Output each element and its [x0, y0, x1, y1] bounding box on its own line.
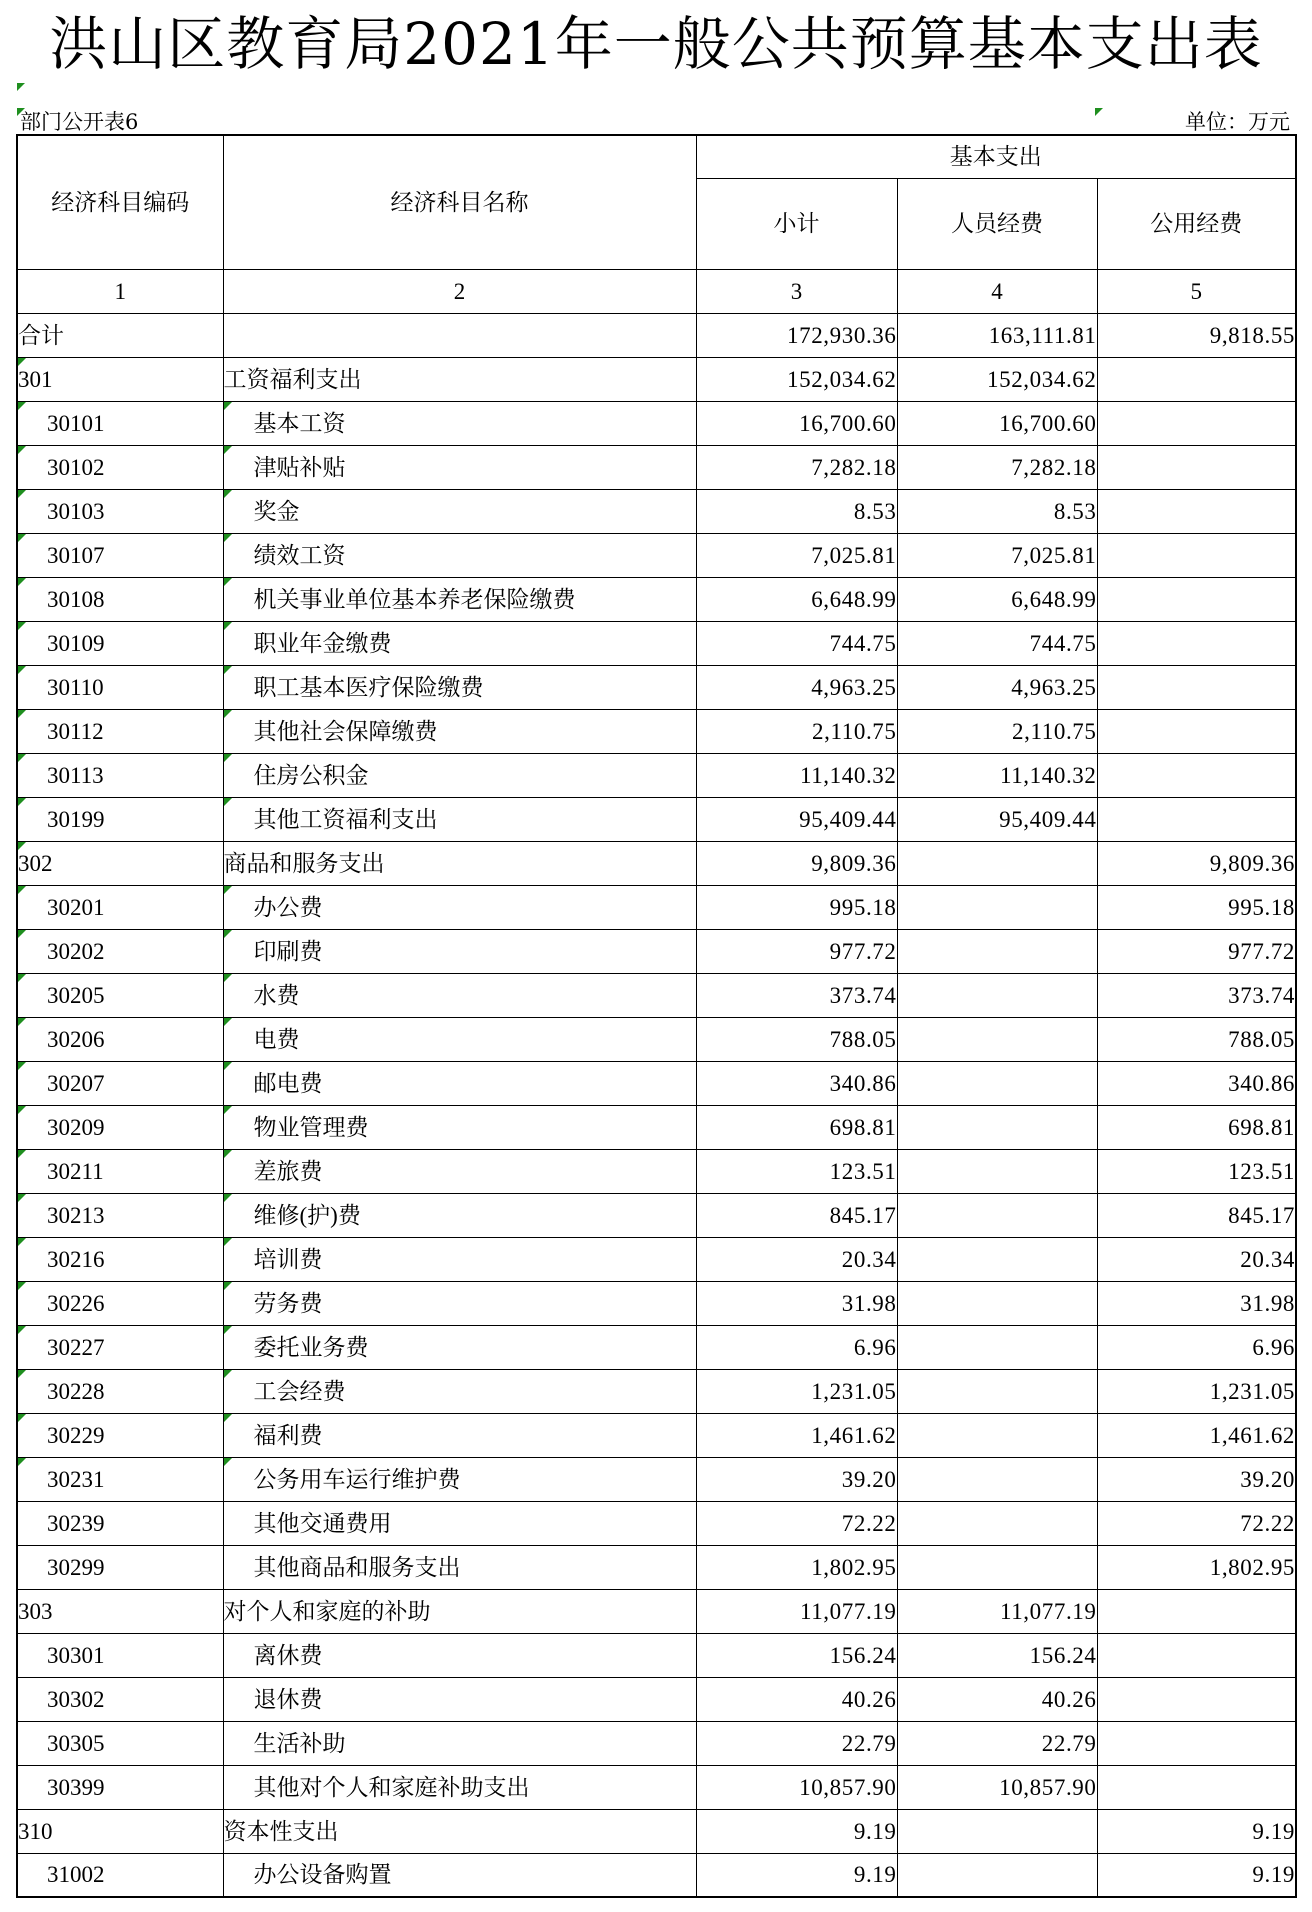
header-row — [17, 135, 1296, 178]
public-cell: 39.20 — [1097, 1457, 1296, 1501]
name-cell: 物业管理费 — [223, 1105, 696, 1149]
subtotal-cell: 995.18 — [696, 885, 897, 929]
personnel-cell: 744.75 — [897, 621, 1097, 665]
code-cell: 303 — [17, 1589, 223, 1633]
code-cell: 30199 — [17, 797, 223, 841]
personnel-cell: 95,409.44 — [897, 797, 1097, 841]
table-row — [17, 709, 1296, 753]
subtotal-cell: 156.24 — [696, 1633, 897, 1677]
subtotal-cell: 977.72 — [696, 929, 897, 973]
personnel-cell: 6,648.99 — [897, 577, 1097, 621]
subtotal-cell: 6,648.99 — [696, 577, 897, 621]
subtotal-cell: 845.17 — [696, 1193, 897, 1237]
code-cell: 30228 — [17, 1369, 223, 1413]
code-cell: 30202 — [17, 929, 223, 973]
name-cell: 其他社会保障缴费 — [223, 709, 696, 753]
subtotal-cell: 340.86 — [696, 1061, 897, 1105]
index-row — [17, 269, 1296, 313]
table-row — [17, 1149, 1296, 1193]
name-cell: 培训费 — [223, 1237, 696, 1281]
code-cell: 30207 — [17, 1061, 223, 1105]
personnel-cell — [897, 841, 1097, 885]
public-cell: 1,461.62 — [1097, 1413, 1296, 1457]
public-cell — [1097, 489, 1296, 533]
index-cell: 3 — [696, 269, 897, 313]
code-cell: 30112 — [17, 709, 223, 753]
code-cell: 30231 — [17, 1457, 223, 1501]
public-cell — [1097, 797, 1296, 841]
name-cell: 福利费 — [223, 1413, 696, 1457]
subtotal-cell: 16,700.60 — [696, 401, 897, 445]
table-row — [17, 1853, 1296, 1897]
subtotal-cell: 39.20 — [696, 1457, 897, 1501]
personnel-cell: 7,025.81 — [897, 533, 1097, 577]
table-row — [17, 1721, 1296, 1765]
personnel-cell: 22.79 — [897, 1721, 1097, 1765]
table-row — [17, 1677, 1296, 1721]
table-row — [17, 797, 1296, 841]
code-cell: 30305 — [17, 1721, 223, 1765]
personnel-cell: 7,282.18 — [897, 445, 1097, 489]
personnel-cell — [897, 929, 1097, 973]
personnel-cell — [897, 1853, 1097, 1897]
table-row — [17, 1105, 1296, 1149]
subtotal-cell: 11,077.19 — [696, 1589, 897, 1633]
personnel-cell — [897, 1281, 1097, 1325]
code-cell: 30211 — [17, 1149, 223, 1193]
index-cell: 5 — [1097, 269, 1296, 313]
table-row — [17, 1765, 1296, 1809]
code-cell: 30110 — [17, 665, 223, 709]
public-cell: 9,809.36 — [1097, 841, 1296, 885]
subtotal-cell: 7,282.18 — [696, 445, 897, 489]
personnel-cell — [897, 1809, 1097, 1853]
header-basic-expenditure: 基本支出 — [696, 135, 1296, 178]
name-cell: 工资福利支出 — [223, 357, 696, 401]
table-row — [17, 885, 1296, 929]
public-cell: 20.34 — [1097, 1237, 1296, 1281]
name-cell: 水费 — [223, 973, 696, 1017]
public-cell: 72.22 — [1097, 1501, 1296, 1545]
subtotal-cell: 1,231.05 — [696, 1369, 897, 1413]
personnel-cell: 10,857.90 — [897, 1765, 1097, 1809]
table-row — [17, 1809, 1296, 1853]
form-label: 部门公开表6 — [20, 110, 139, 134]
subtotal-cell: 1,802.95 — [696, 1545, 897, 1589]
public-cell — [1097, 621, 1296, 665]
public-cell — [1097, 445, 1296, 489]
code-cell: 310 — [17, 1809, 223, 1853]
public-cell — [1097, 1633, 1296, 1677]
personnel-cell — [897, 1501, 1097, 1545]
subtotal-cell: 152,034.62 — [696, 357, 897, 401]
name-cell: 其他工资福利支出 — [223, 797, 696, 841]
code-cell: 合计 — [17, 313, 223, 357]
header-personnel: 人员经费 — [897, 178, 1097, 269]
name-cell: 商品和服务支出 — [223, 841, 696, 885]
personnel-cell: 8.53 — [897, 489, 1097, 533]
page-title: 洪山区教育局2021年一般公共预算基本支出表 — [49, 10, 1263, 78]
subtotal-cell: 172,930.36 — [696, 313, 897, 357]
name-cell: 奖金 — [223, 489, 696, 533]
table-row — [17, 621, 1296, 665]
table-row — [17, 1413, 1296, 1457]
subtotal-cell: 788.05 — [696, 1017, 897, 1061]
table-row — [17, 445, 1296, 489]
table-row — [17, 973, 1296, 1017]
table-row — [17, 665, 1296, 709]
index-cell: 4 — [897, 269, 1097, 313]
public-cell: 977.72 — [1097, 929, 1296, 973]
name-cell: 住房公积金 — [223, 753, 696, 797]
public-cell: 373.74 — [1097, 973, 1296, 1017]
public-cell: 31.98 — [1097, 1281, 1296, 1325]
code-cell: 30301 — [17, 1633, 223, 1677]
table-row — [17, 1017, 1296, 1061]
code-cell: 30227 — [17, 1325, 223, 1369]
subtotal-cell: 4,963.25 — [696, 665, 897, 709]
name-cell — [223, 313, 696, 357]
public-cell: 9.19 — [1097, 1809, 1296, 1853]
personnel-cell — [897, 1457, 1097, 1501]
public-cell — [1097, 357, 1296, 401]
table-row — [17, 1193, 1296, 1237]
table-row — [17, 841, 1296, 885]
table-row — [17, 401, 1296, 445]
personnel-cell: 40.26 — [897, 1677, 1097, 1721]
name-cell: 差旅费 — [223, 1149, 696, 1193]
personnel-cell: 2,110.75 — [897, 709, 1097, 753]
name-cell: 职工基本医疗保险缴费 — [223, 665, 696, 709]
code-cell: 301 — [17, 357, 223, 401]
public-cell — [1097, 753, 1296, 797]
subtotal-cell: 31.98 — [696, 1281, 897, 1325]
subtotal-cell: 11,140.32 — [696, 753, 897, 797]
personnel-cell: 152,034.62 — [897, 357, 1097, 401]
green-triangle-marker — [1095, 108, 1103, 116]
index-cell: 1 — [17, 269, 223, 313]
table-row — [17, 1501, 1296, 1545]
subtotal-cell: 95,409.44 — [696, 797, 897, 841]
public-cell: 698.81 — [1097, 1105, 1296, 1149]
name-cell: 离休费 — [223, 1633, 696, 1677]
name-cell: 其他对个人和家庭补助支出 — [223, 1765, 696, 1809]
public-cell: 845.17 — [1097, 1193, 1296, 1237]
subtotal-cell: 9.19 — [696, 1853, 897, 1897]
public-cell — [1097, 1677, 1296, 1721]
personnel-cell: 156.24 — [897, 1633, 1097, 1677]
personnel-cell — [897, 1017, 1097, 1061]
table-row — [17, 1545, 1296, 1589]
unit-label: 单位：万元 — [1185, 110, 1290, 134]
personnel-cell — [897, 1325, 1097, 1369]
name-cell: 津贴补贴 — [223, 445, 696, 489]
table-row — [17, 1325, 1296, 1369]
personnel-cell: 4,963.25 — [897, 665, 1097, 709]
table-row-total — [17, 313, 1296, 357]
personnel-cell — [897, 885, 1097, 929]
public-cell: 9.19 — [1097, 1853, 1296, 1897]
name-cell: 委托业务费 — [223, 1325, 696, 1369]
table-row — [17, 1061, 1296, 1105]
code-cell: 30102 — [17, 445, 223, 489]
table-row — [17, 489, 1296, 533]
public-cell: 1,231.05 — [1097, 1369, 1296, 1413]
code-cell: 30205 — [17, 973, 223, 1017]
subtotal-cell: 2,110.75 — [696, 709, 897, 753]
subtotal-cell: 9,809.36 — [696, 841, 897, 885]
code-cell: 30239 — [17, 1501, 223, 1545]
code-cell: 30113 — [17, 753, 223, 797]
code-cell: 30109 — [17, 621, 223, 665]
name-cell: 其他交通费用 — [223, 1501, 696, 1545]
green-triangle-marker — [17, 83, 25, 91]
table-row — [17, 577, 1296, 621]
code-cell: 31002 — [17, 1853, 223, 1897]
code-cell: 30201 — [17, 885, 223, 929]
code-cell: 30216 — [17, 1237, 223, 1281]
subtotal-cell: 744.75 — [696, 621, 897, 665]
public-cell: 340.86 — [1097, 1061, 1296, 1105]
code-cell: 30399 — [17, 1765, 223, 1809]
personnel-cell: 163,111.81 — [897, 313, 1097, 357]
public-cell: 6.96 — [1097, 1325, 1296, 1369]
public-cell — [1097, 577, 1296, 621]
name-cell: 职业年金缴费 — [223, 621, 696, 665]
personnel-cell — [897, 1545, 1097, 1589]
code-cell: 30206 — [17, 1017, 223, 1061]
name-cell: 退休费 — [223, 1677, 696, 1721]
name-cell: 机关事业单位基本养老保险缴费 — [223, 577, 696, 621]
name-cell: 工会经费 — [223, 1369, 696, 1413]
table-row — [17, 1589, 1296, 1633]
name-cell: 劳务费 — [223, 1281, 696, 1325]
name-cell: 邮电费 — [223, 1061, 696, 1105]
name-cell: 维修(护)费 — [223, 1193, 696, 1237]
personnel-cell — [897, 1413, 1097, 1457]
name-cell: 办公设备购置 — [223, 1853, 696, 1897]
public-cell — [1097, 665, 1296, 709]
name-cell: 电费 — [223, 1017, 696, 1061]
budget-table — [16, 134, 1297, 1898]
code-cell: 30108 — [17, 577, 223, 621]
personnel-cell: 11,077.19 — [897, 1589, 1097, 1633]
subtotal-cell: 40.26 — [696, 1677, 897, 1721]
public-cell: 9,818.55 — [1097, 313, 1296, 357]
name-cell: 基本工资 — [223, 401, 696, 445]
header-code: 经济科目编码 — [17, 135, 223, 269]
code-cell: 30213 — [17, 1193, 223, 1237]
subtotal-cell: 373.74 — [696, 973, 897, 1017]
public-cell — [1097, 533, 1296, 577]
subtotal-cell: 7,025.81 — [696, 533, 897, 577]
code-cell: 30107 — [17, 533, 223, 577]
code-cell: 30302 — [17, 1677, 223, 1721]
personnel-cell — [897, 973, 1097, 1017]
table-row — [17, 1281, 1296, 1325]
table-row — [17, 357, 1296, 401]
public-cell — [1097, 1589, 1296, 1633]
subtotal-cell: 8.53 — [696, 489, 897, 533]
subtotal-cell: 698.81 — [696, 1105, 897, 1149]
subtotal-cell: 22.79 — [696, 1721, 897, 1765]
table-row — [17, 753, 1296, 797]
code-cell: 30229 — [17, 1413, 223, 1457]
public-cell: 1,802.95 — [1097, 1545, 1296, 1589]
index-cell: 2 — [223, 269, 696, 313]
subtotal-cell: 10,857.90 — [696, 1765, 897, 1809]
name-cell: 资本性支出 — [223, 1809, 696, 1853]
name-cell: 公务用车运行维护费 — [223, 1457, 696, 1501]
public-cell — [1097, 1721, 1296, 1765]
personnel-cell — [897, 1149, 1097, 1193]
name-cell: 办公费 — [223, 885, 696, 929]
subtotal-cell: 72.22 — [696, 1501, 897, 1545]
name-cell: 其他商品和服务支出 — [223, 1545, 696, 1589]
table-row — [17, 1237, 1296, 1281]
personnel-cell — [897, 1105, 1097, 1149]
subtotal-cell: 1,461.62 — [696, 1413, 897, 1457]
table-row — [17, 533, 1296, 577]
public-cell: 788.05 — [1097, 1017, 1296, 1061]
header-subtotal: 小计 — [696, 178, 897, 269]
public-cell — [1097, 1765, 1296, 1809]
code-cell: 30101 — [17, 401, 223, 445]
subtotal-cell: 123.51 — [696, 1149, 897, 1193]
code-cell: 30299 — [17, 1545, 223, 1589]
personnel-cell — [897, 1237, 1097, 1281]
header-public: 公用经费 — [1097, 178, 1296, 269]
table-row — [17, 1369, 1296, 1413]
personnel-cell — [897, 1061, 1097, 1105]
personnel-cell: 11,140.32 — [897, 753, 1097, 797]
personnel-cell — [897, 1193, 1097, 1237]
public-cell: 123.51 — [1097, 1149, 1296, 1193]
subtotal-cell: 6.96 — [696, 1325, 897, 1369]
public-cell — [1097, 709, 1296, 753]
subtotal-cell: 9.19 — [696, 1809, 897, 1853]
name-cell: 对个人和家庭的补助 — [223, 1589, 696, 1633]
name-cell: 绩效工资 — [223, 533, 696, 577]
public-cell: 995.18 — [1097, 885, 1296, 929]
code-cell: 30103 — [17, 489, 223, 533]
name-cell: 生活补助 — [223, 1721, 696, 1765]
header-name: 经济科目名称 — [223, 135, 696, 269]
name-cell: 印刷费 — [223, 929, 696, 973]
subtotal-cell: 20.34 — [696, 1237, 897, 1281]
code-cell: 302 — [17, 841, 223, 885]
code-cell: 30226 — [17, 1281, 223, 1325]
table-row — [17, 929, 1296, 973]
code-cell: 30209 — [17, 1105, 223, 1149]
table-row — [17, 1457, 1296, 1501]
table-row — [17, 1633, 1296, 1677]
personnel-cell — [897, 1369, 1097, 1413]
personnel-cell: 16,700.60 — [897, 401, 1097, 445]
public-cell — [1097, 401, 1296, 445]
